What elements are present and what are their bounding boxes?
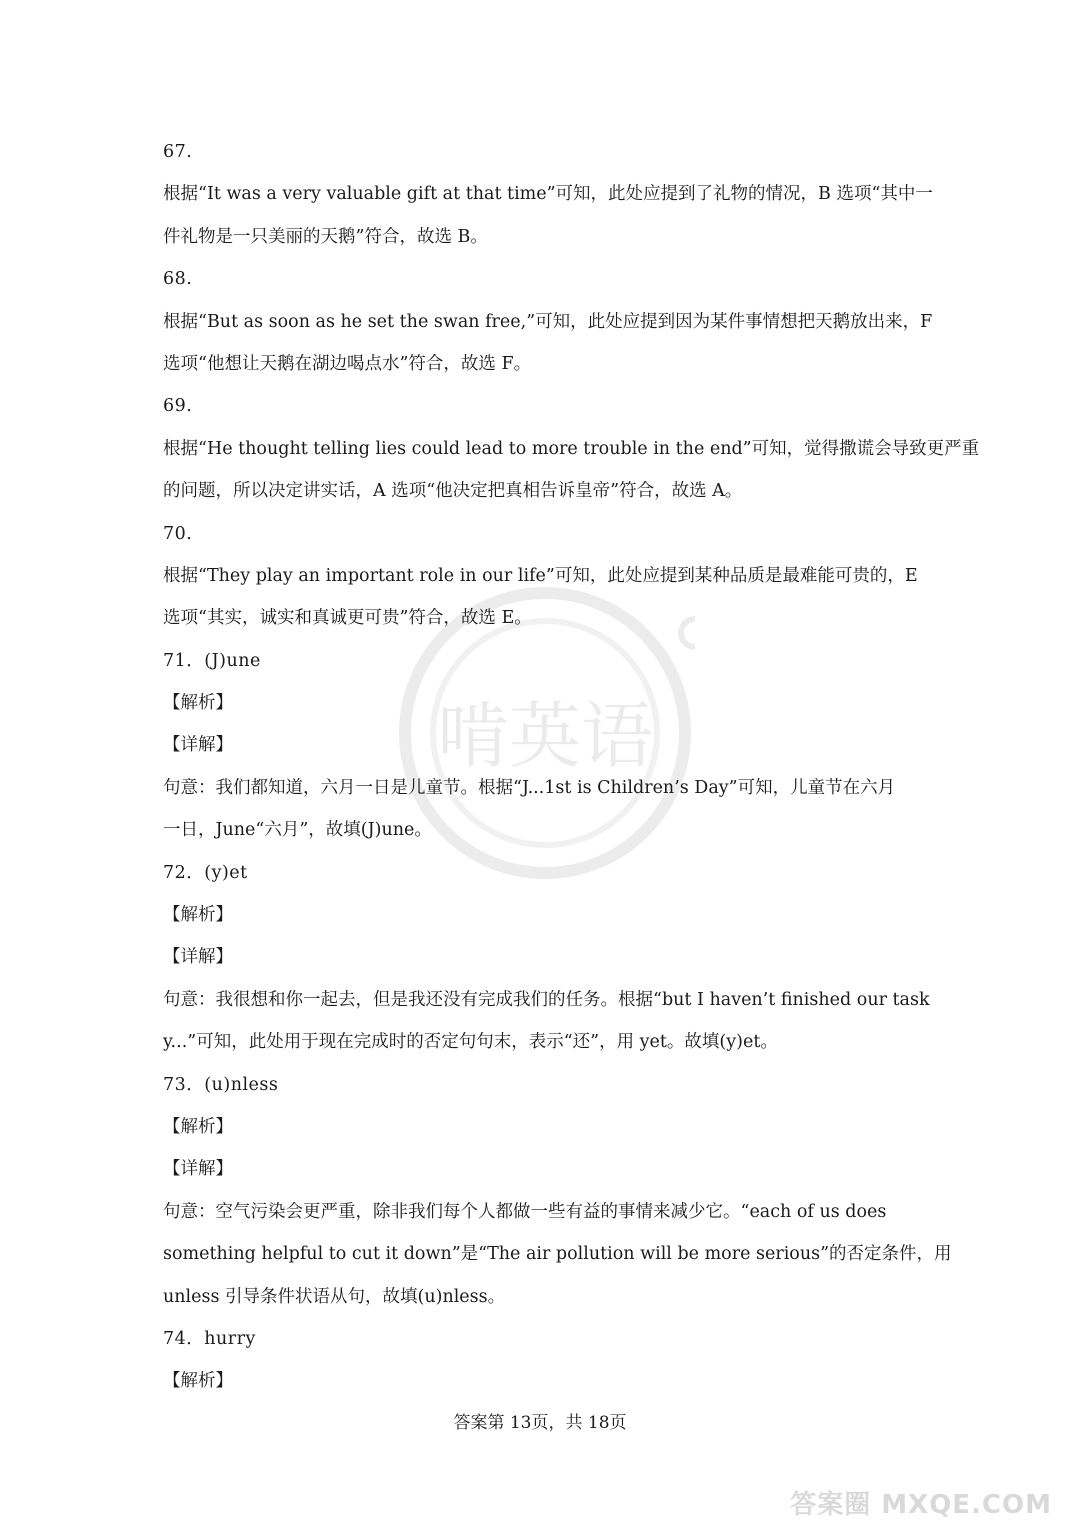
question-number: 73．(u)nless: [163, 1074, 279, 1095]
answer-content: [163, 131, 980, 1403]
answer-line: 件礼物是一只美丽的天鹅”符合，故选 B。: [163, 226, 488, 247]
answer-line: 【解析】: [163, 1116, 233, 1137]
question-number: 69.: [163, 396, 193, 417]
corner-watermark: 答案圈 MXQE.COM: [790, 1490, 1052, 1520]
watermark-text: 啃英语: [436, 694, 654, 778]
answer-line: 选项“其实，诚实和真诚更可贵”符合，故选 E。: [163, 608, 532, 629]
answer-line: y...”可知，此处用于现在完成时的否定句句末，表示“还”，用 yet。故填(y)et。: [163, 1032, 778, 1053]
answer-line: 的问题，所以决定讲实话，A 选项“他决定把真相告诉皇帝”符合，故选 A。: [163, 481, 743, 502]
answer-line: 根据“They play an important role in our life”可知，此处应提到某种品质是最难能可贵的，E: [163, 565, 918, 586]
answer-line: 句意：空气污染会更严重，除非我们每个人都做一些有益的事情来减少它。“each of us does: [163, 1201, 887, 1222]
answer-line: 句意：我很想和你一起去，但是我还没有完成我们的任务。根据“but I haven’t finished our task: [163, 989, 930, 1010]
answer-line: 根据“He thought telling lies could lead to more trouble in the end”可知，觉得撒谎会导致更严重: [163, 438, 980, 459]
answer-line: 根据“But as soon as he set the swan free,”可知，此处应提到因为某件事情想把天鹅放出来，F: [163, 311, 933, 332]
question-number: 67.: [163, 142, 193, 162]
answer-line: something helpful to cut it down”是“The air pollution will be more serious”的否定条件，用: [163, 1244, 952, 1265]
answer-line: 【详解】: [163, 735, 233, 756]
answer-line: 选项“他想让天鹅在湖边喝点水”符合，故选 F。: [163, 353, 532, 374]
page-footer: 答案第 13页，共 18页: [453, 1413, 627, 1433]
answer-line: 【解析】: [163, 1371, 233, 1392]
answer-line: 句意：我们都知道，六月一日是儿童节。根据“J...1st is Children’s Day”可知，儿童节在六月: [163, 777, 896, 798]
answer-line: 根据“It was a very valuable gift at that time”可知，此处应提到了礼物的情况，B 选项“其中一: [163, 184, 933, 205]
question-number: 72．(y)et: [163, 862, 248, 883]
question-number: 71．(J)une: [163, 650, 261, 671]
question-number: 68.: [163, 269, 193, 290]
question-number: 70.: [163, 523, 193, 544]
answer-line: 【解析】: [163, 693, 233, 714]
answer-line: 【详解】: [163, 1159, 233, 1180]
answer-line: 【详解】: [163, 947, 233, 968]
answer-line: 【解析】: [163, 905, 233, 926]
answer-line: unless 引导条件状语从句，故填(u)nless。: [163, 1286, 506, 1307]
question-number: 74．hurry: [163, 1328, 256, 1349]
answer-line: 一日，June“六月”，故填(J)une。: [163, 820, 432, 841]
